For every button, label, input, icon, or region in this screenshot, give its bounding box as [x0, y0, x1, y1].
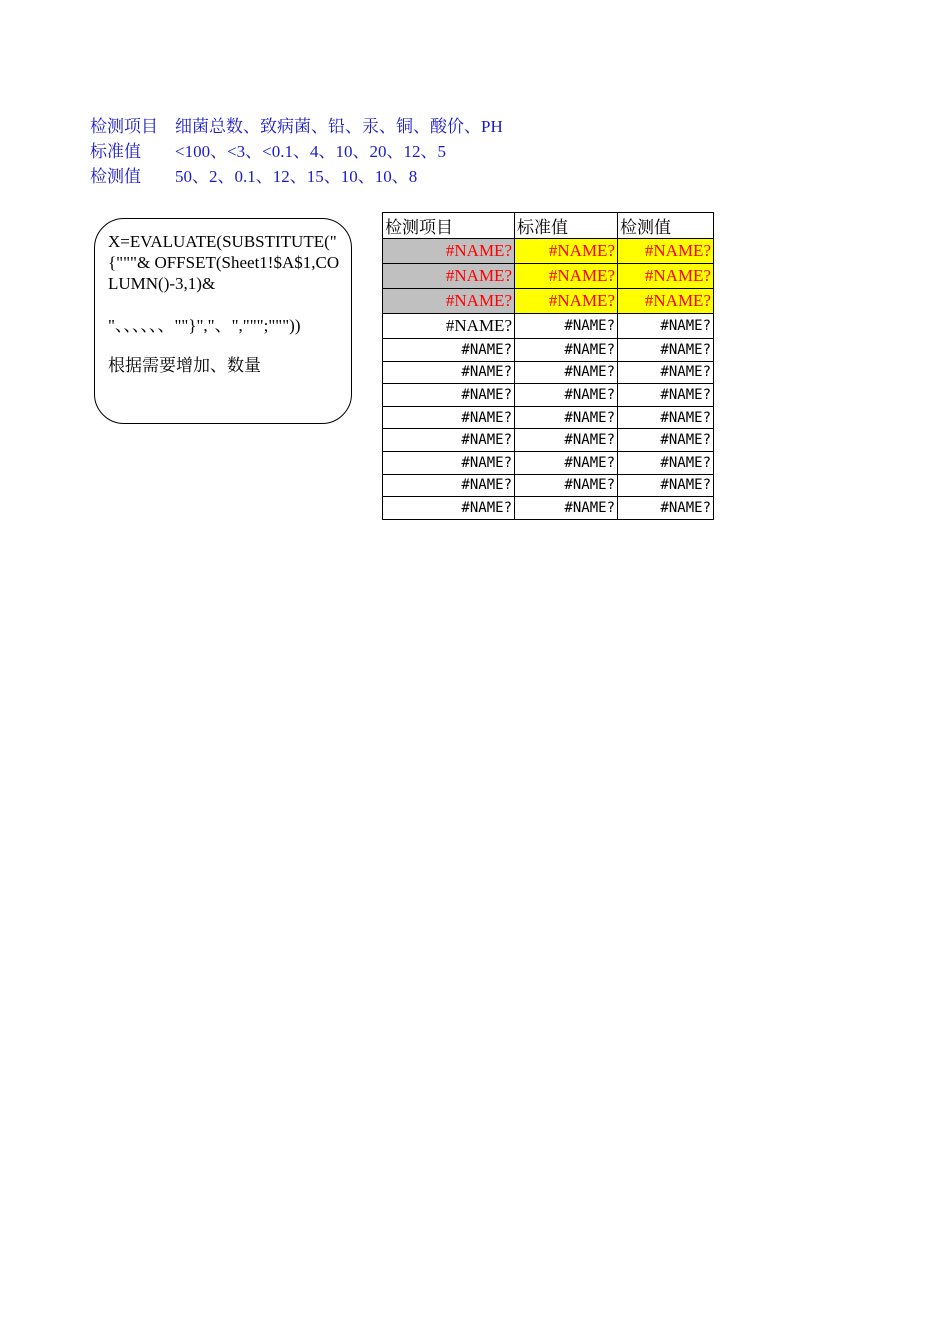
table-row: [383, 474, 714, 497]
table-cell[interactable]: #NAME?: [515, 314, 618, 339]
info-label: 检测项目: [90, 117, 158, 136]
note-tip: 根据需要增加、数量: [108, 356, 261, 375]
table-cell[interactable]: #NAME?: [383, 451, 515, 474]
table-cell[interactable]: #NAME?: [515, 264, 618, 289]
table-cell[interactable]: #NAME?: [618, 451, 714, 474]
table-cell[interactable]: #NAME?: [618, 239, 714, 264]
table-cell[interactable]: #NAME?: [383, 289, 515, 314]
table-cell[interactable]: #NAME?: [515, 474, 618, 497]
info-label: 检测值: [90, 167, 141, 186]
table-cell[interactable]: #NAME?: [383, 264, 515, 289]
table-cell[interactable]: #NAME?: [618, 406, 714, 429]
table-cell[interactable]: #NAME?: [515, 497, 618, 520]
table-cell[interactable]: #NAME?: [515, 384, 618, 407]
info-row-measured: [90, 164, 503, 189]
table-cell[interactable]: #NAME?: [383, 384, 515, 407]
table-cell[interactable]: #NAME?: [383, 474, 515, 497]
table-cell[interactable]: #NAME?: [618, 314, 714, 339]
info-value: 细菌总数、致病菌、铅、汞、铜、酸价、PH: [175, 117, 503, 136]
info-row-standard: [90, 139, 503, 164]
table-cell[interactable]: #NAME?: [618, 497, 714, 520]
table-cell[interactable]: #NAME?: [383, 239, 515, 264]
table-cell[interactable]: #NAME?: [515, 361, 618, 384]
table-cell[interactable]: #NAME?: [618, 289, 714, 314]
table-cell[interactable]: #NAME?: [383, 406, 515, 429]
highlight-row: [383, 289, 714, 314]
info-label: 标准值: [90, 142, 141, 161]
header-cell-standard[interactable]: 标准值: [515, 213, 618, 239]
highlight-row: [383, 264, 714, 289]
table-cell[interactable]: #NAME?: [383, 429, 515, 452]
table-row: [383, 497, 714, 520]
table-cell[interactable]: #NAME?: [618, 361, 714, 384]
table-row: [383, 451, 714, 474]
table-cell[interactable]: #NAME?: [515, 451, 618, 474]
header-cell-measured[interactable]: 检测值: [618, 213, 714, 239]
info-block: [90, 114, 503, 189]
highlight-row: [383, 239, 714, 264]
info-value: <100、<3、<0.1、4、10、20、12、5: [175, 142, 447, 161]
info-row-items: [90, 114, 503, 139]
table-cell[interactable]: #NAME?: [618, 429, 714, 452]
table-row: [383, 384, 714, 407]
table-cell[interactable]: #NAME?: [515, 239, 618, 264]
result-table: [382, 212, 714, 520]
table-cell[interactable]: #NAME?: [515, 289, 618, 314]
table-row: [383, 339, 714, 362]
info-value: 50、2、0.1、12、15、10、10、8: [175, 167, 418, 186]
table-cell[interactable]: #NAME?: [515, 339, 618, 362]
table-cell[interactable]: #NAME?: [618, 339, 714, 362]
table-cell[interactable]: #NAME?: [515, 406, 618, 429]
table-cell[interactable]: #NAME?: [618, 474, 714, 497]
table-cell[interactable]: #NAME?: [618, 264, 714, 289]
table-cell[interactable]: #NAME?: [515, 429, 618, 452]
table-row: [383, 429, 714, 452]
table-cell[interactable]: #NAME?: [383, 361, 515, 384]
table-cell[interactable]: #NAME?: [383, 339, 515, 362]
header-row: [383, 213, 714, 239]
formula-text: X=EVALUATE(SUBSTITUTE("{"""& OFFSET(Sheet1!$A$1,COLUMN()-3,1)& "、、、、、、""}","、",""";""")): [108, 232, 340, 335]
header-cell-items[interactable]: 检测项目: [383, 213, 515, 239]
table-row: [383, 361, 714, 384]
table-cell[interactable]: #NAME?: [383, 314, 515, 339]
table-cell[interactable]: #NAME?: [383, 497, 515, 520]
table-cell[interactable]: #NAME?: [618, 384, 714, 407]
table-row: [383, 314, 714, 339]
table-row: [383, 406, 714, 429]
formula-note-box[interactable]: [94, 218, 352, 424]
